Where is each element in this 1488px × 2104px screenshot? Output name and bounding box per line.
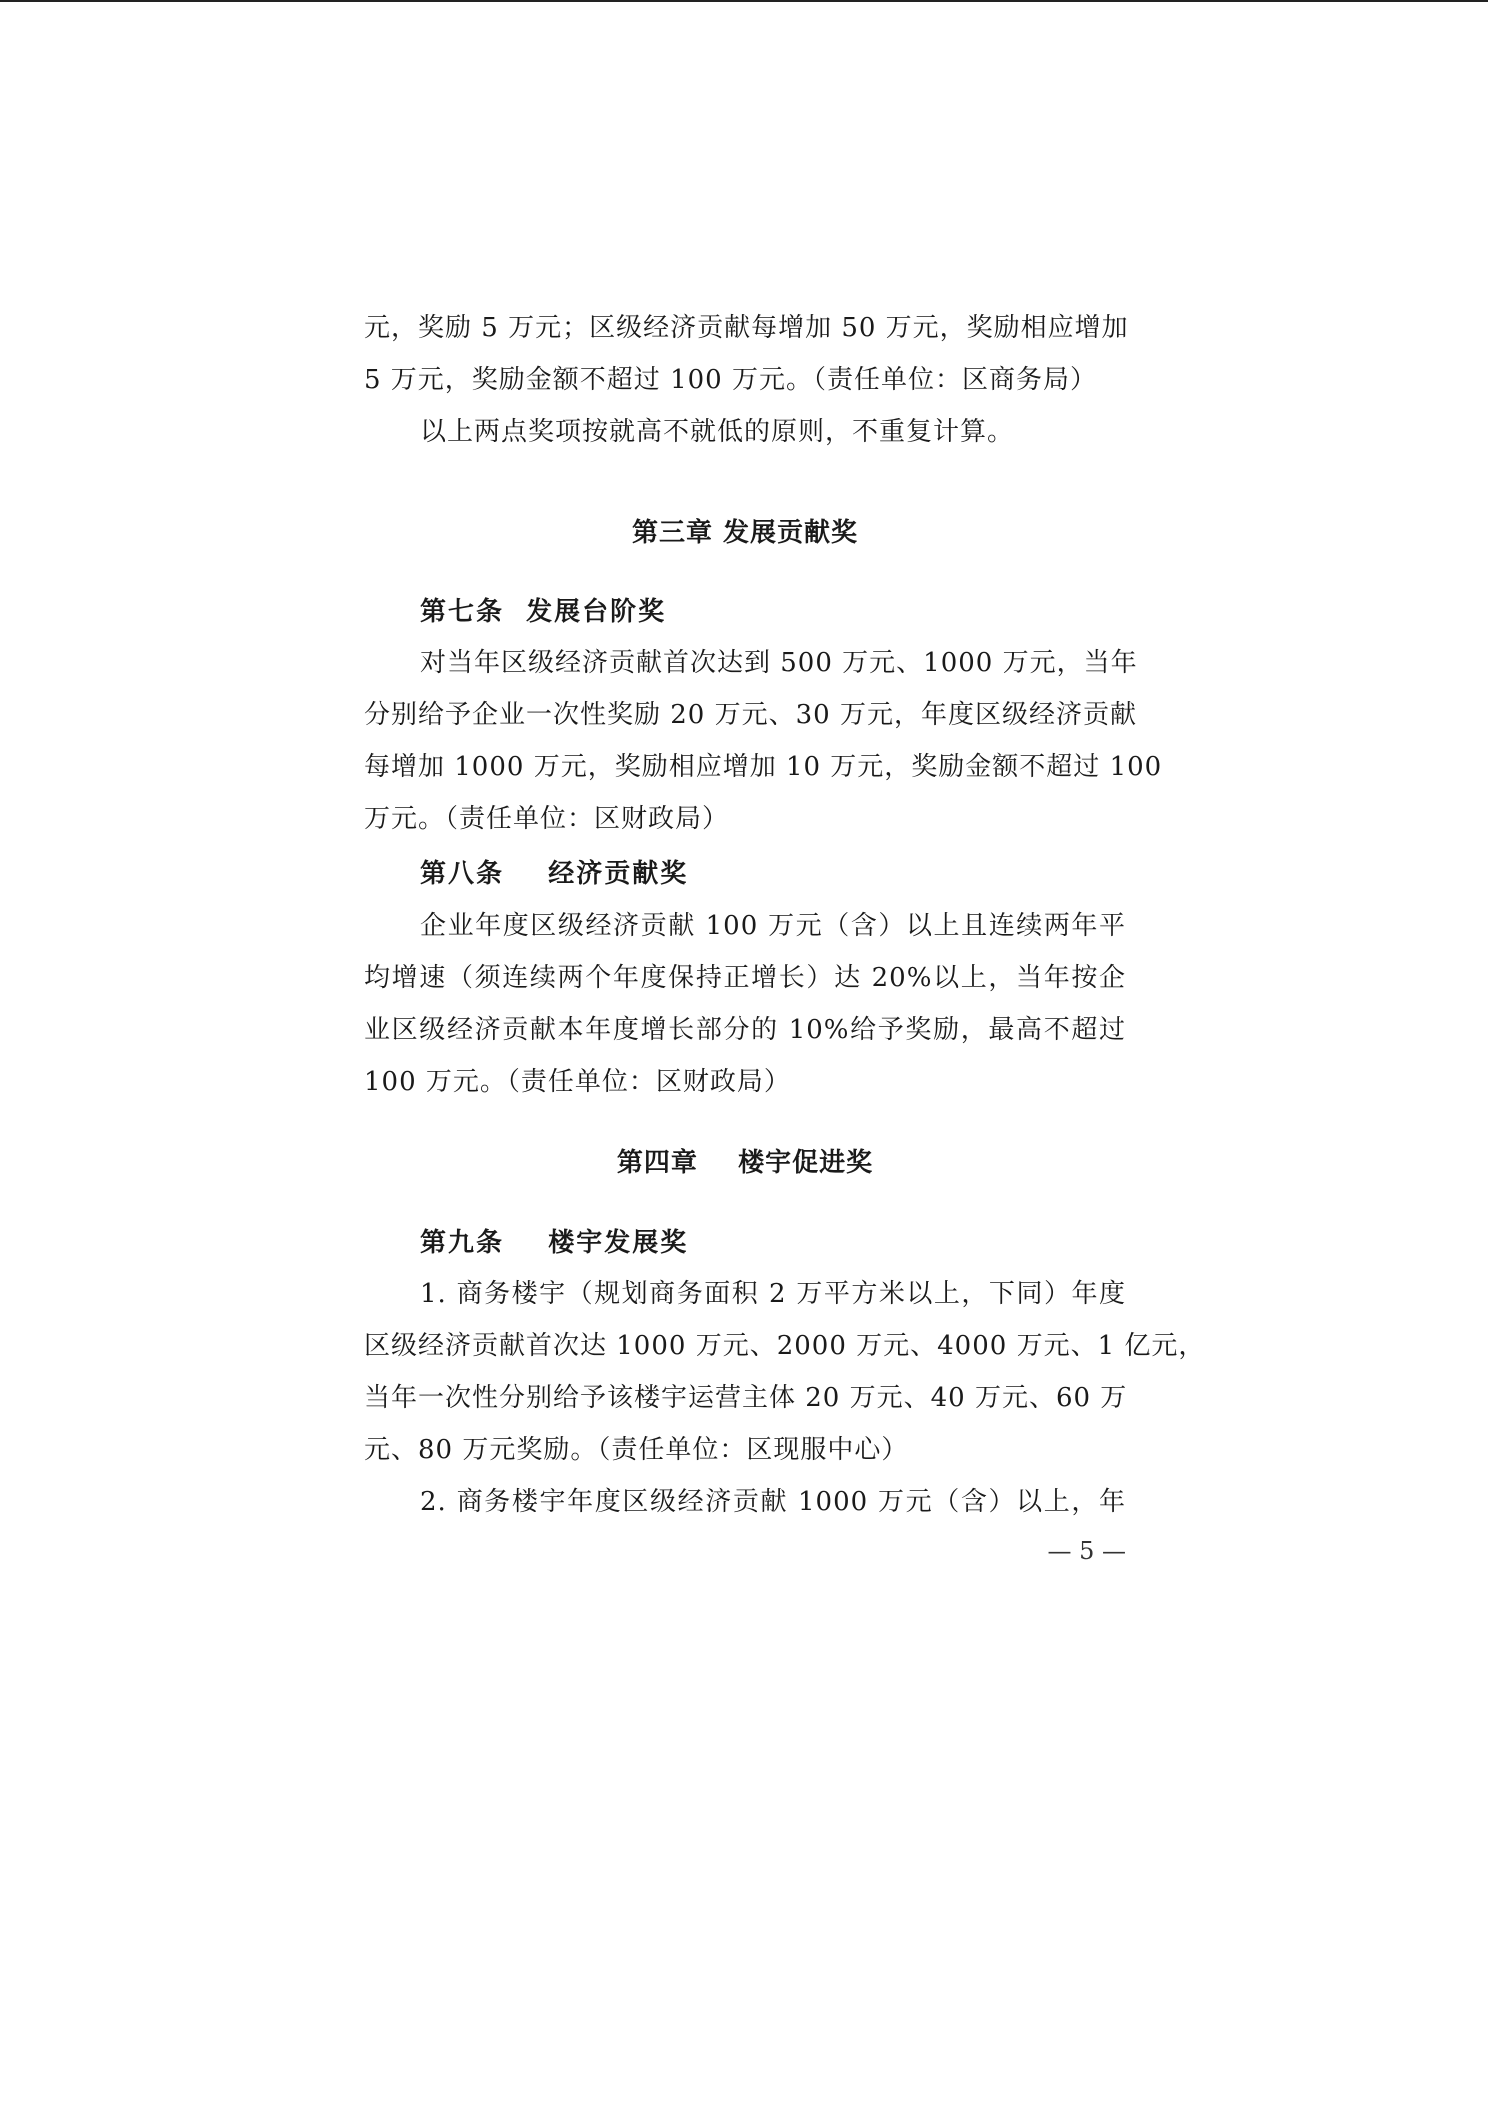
text-line: 100 万元。（责任单位：区财政局） xyxy=(364,1067,791,1097)
page-number: — 5 — xyxy=(1047,1537,1126,1565)
text-line: 当年一次性分别给予该楼宇运营主体 20 万元、40 万元、60 万 xyxy=(364,1383,1128,1413)
article-8-body xyxy=(364,900,1126,1108)
text-line: 2. 商务楼宇年度区级经济贡献 1000 万元（含）以上，年 xyxy=(420,1487,1126,1517)
article-7-body xyxy=(364,637,1163,845)
continuation-paragraph xyxy=(364,302,1129,458)
article-8-heading: 第八条 经济贡献奖 xyxy=(420,859,689,889)
text-line: 均增速（须连续两个年度保持正增长）达 20%以上，当年按企 xyxy=(364,963,1126,993)
text-line: 企业年度区级经济贡献 100 万元（含）以上且连续两年平 xyxy=(420,911,1126,941)
chapter-3-title: 第三章 发展贡献奖 xyxy=(631,518,859,548)
text-line: 万元。（责任单位：区财政局） xyxy=(364,804,730,834)
text-line: 元，奖励 5 万元；区级经济贡献每增加 50 万元，奖励相应增加 xyxy=(364,313,1129,343)
text-line: 对当年区级经济贡献首次达到 500 万元、1000 万元，当年 xyxy=(420,648,1138,678)
text-line: 分别给予企业一次性奖励 20 万元、30 万元，年度区级经济贡献 xyxy=(364,700,1137,730)
article-9-body xyxy=(364,1268,1206,1528)
text-line: 1. 商务楼宇（规划商务面积 2 万平方米以上，下同）年度 xyxy=(420,1279,1126,1309)
text-line: 区级经济贡献首次达 1000 万元、2000 万元、4000 万元、1 亿元， xyxy=(364,1331,1206,1361)
text-line: 以上两点奖项按就高不就低的原则，不重复计算。 xyxy=(420,417,1015,447)
article-7-heading: 第七条 发展台阶奖 xyxy=(420,597,667,627)
top-border xyxy=(0,0,1488,2)
chapter-4-title: 第四章 楼宇促进奖 xyxy=(616,1148,874,1178)
article-9-heading: 第九条 楼宇发展奖 xyxy=(420,1228,689,1258)
text-line: 每增加 1000 万元，奖励相应增加 10 万元，奖励金额不超过 100 xyxy=(364,752,1163,782)
text-line: 5 万元，奖励金额不超过 100 万元。（责任单位：区商务局） xyxy=(364,365,1097,395)
text-line: 元、80 万元奖励。（责任单位：区现服中心） xyxy=(364,1435,909,1465)
text-line: 业区级经济贡献本年度增长部分的 10%给予奖励，最高不超过 xyxy=(364,1015,1126,1045)
